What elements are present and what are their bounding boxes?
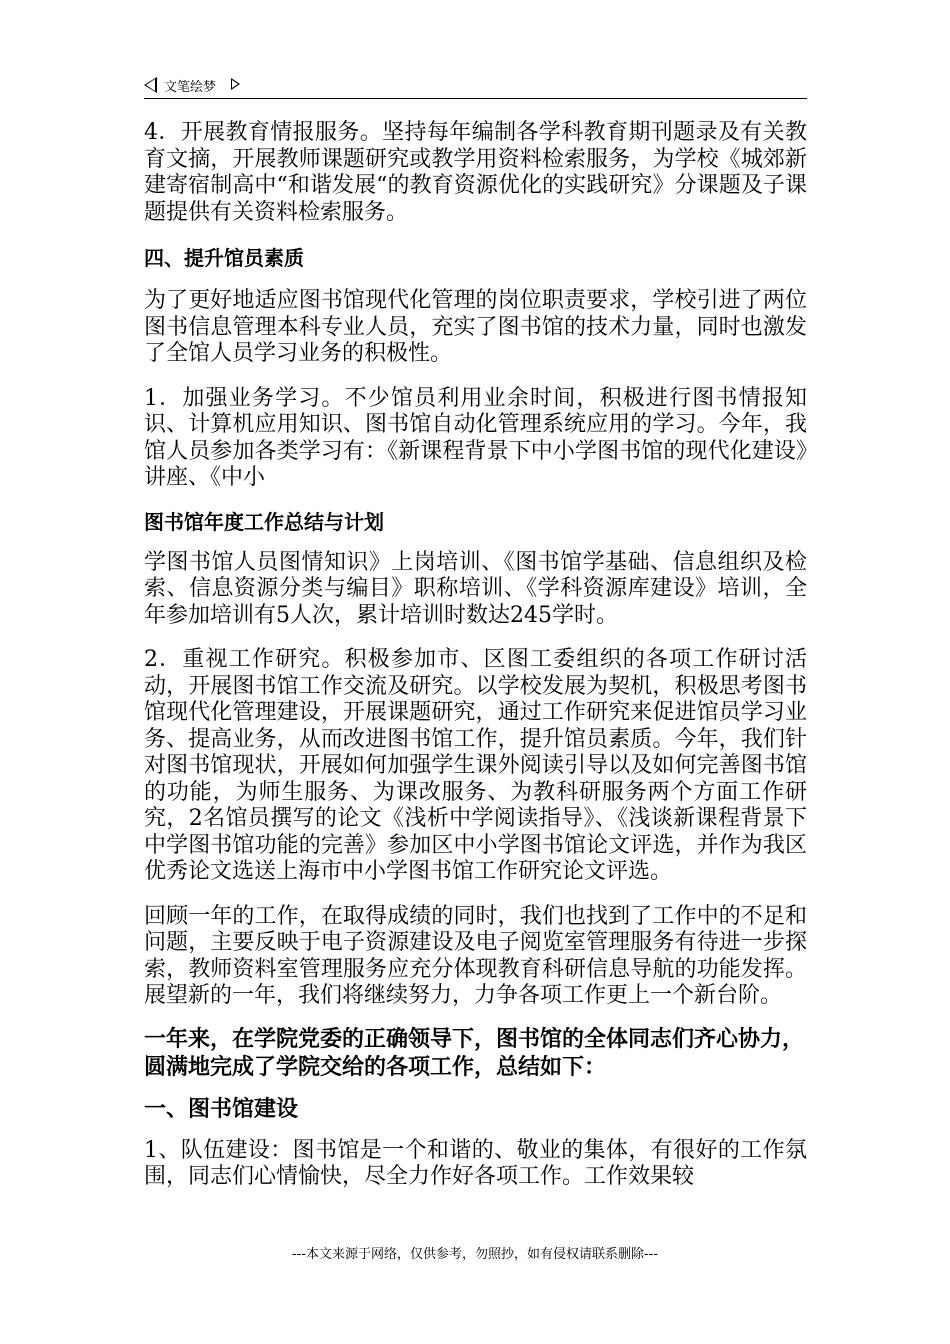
triangle-right-icon [231, 78, 240, 90]
header-title: 文笔绘梦 [164, 80, 217, 95]
paragraph-training: 学图书馆人员图情知识》上岗培训、《图书馆学基础、信息组织及检索、信息资源分类与编目》职称培训、《学科资源库建设》培训，全年参加培训有5人次，累计培训时数达245学时。 [144, 549, 807, 628]
page-header [144, 74, 807, 98]
heading-improve-staff-quality: 四、提升馆员素质 [144, 246, 304, 270]
document-body [144, 120, 807, 1191]
paragraph-work-research: 2．重视工作研究。积极参加市、区图工委组织的各项工作研讨活动，开展图书馆工作交流及研究。以学校发展为契机，积极思考图书馆现代化管理建设，开展课题研究，通过工作研究来促进馆员学习业务、提高业务，从而改进图书馆工作，提升馆员素质。今年，我们针对图书馆现状，开展如何加强学生课外阅读引导以及如何完善图书馆的功能，为师生服务、为课改服务、为教科研服务两个方面工作研究，2名馆员撰写的论文《浅析中学阅读指导》、《浅谈新课程背景下中学图书馆功能的完善》参加区中小学图书馆论文评选，并作为我区优秀论文选送上海市中小学图书馆工作研究论文评选。 [144, 647, 807, 884]
paragraph-education-info-service: 4．开展教育情报服务。坚持每年编制各学科教育期刊题录及有关教育文摘，开展教师课题研究或教学用资料检索服务，为学校《城郊新建寄宿制高中“和谐发展“的教育资源优化的实践研究》分课题及子课题提供有关资料检索服务。 [144, 120, 807, 225]
heading-library-construction: 一、图书馆建设 [144, 1096, 299, 1122]
header-divider [144, 98, 807, 99]
paragraph-business-study: 1．加强业务学习。不少馆员利用业余时间，积极进行图书情报知识、计算机应用知识、图书馆自动化管理系统应用的学习。今年，我馆人员参加各类学习有：《新课程背景下中小学图书馆的现代化建设》讲座、《中小 [144, 385, 807, 490]
paragraph-team-building: 1、队伍建设：图书馆是一个和谐的、敬业的集体，有很好的工作氛围，同志们心情愉快，尽全力作好各项工作。工作效果较 [144, 1137, 807, 1189]
triangle-left-icon [144, 77, 157, 93]
page-footer-disclaimer: ---本文来源于网络，仅供参考，勿照抄，如有侵权请联系删除--- [291, 1247, 659, 1262]
paragraph-staff-intro: 为了更好地适应图书馆现代化管理的岗位职责要求，学校引进了两位图书信息管理本科专业人员，充实了图书馆的技术力量，同时也激发了全馆人员学习业务的积极性。 [144, 288, 807, 366]
heading-college-summary: 一年来，在学院党委的正确领导下，图书馆的全体同志们齐心协力，圆满地完成了学院交给的各项工作，总结如下： [144, 1026, 805, 1080]
paragraph-review: 回顾一年的工作，在取得成绩的同时，我们也找到了工作中的不足和问题，主要反映于电子资源建设及电子阅览室管理服务有待进一步探索，教师资料室管理服务应充分体现教育科研信息导航的功能发挥。展望新的一年，我们将继续努力，力争各项工作更上一个新台阶。 [144, 903, 807, 1008]
heading-annual-summary-plan: 图书馆年度工作总结与计划 [144, 509, 384, 534]
